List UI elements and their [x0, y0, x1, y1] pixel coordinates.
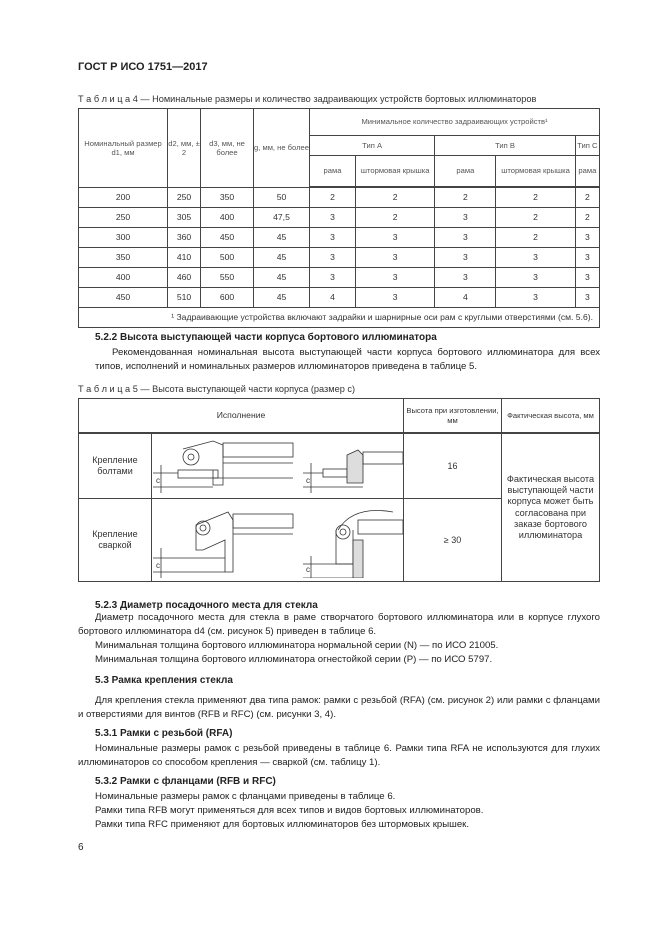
body-sections — [78, 600, 600, 832]
dim-c-label: c — [155, 475, 160, 485]
table-cell: 200 — [79, 187, 168, 208]
table-row — [79, 268, 600, 288]
page-number: 6 — [78, 842, 84, 853]
frame-header: рама — [575, 156, 599, 188]
table4 — [78, 108, 600, 328]
table-cell: 3 — [435, 208, 496, 228]
col-min-count: Минимальное количество задраивающих устройств¹ — [310, 109, 600, 136]
table-cell: 460 — [168, 268, 201, 288]
table-cell: 3 — [310, 208, 356, 228]
paragraph: Минимальная толщина бортового иллюминатора огнестойкой серии (Р) — по ИСО 5797. — [95, 654, 493, 665]
type-b: Тип В — [435, 136, 575, 156]
table-cell: 305 — [168, 208, 201, 228]
paragraph: Номинальные размеры рамок с резьбой приведены в таблице 6. Рамки типа RFA не используются для глухих иллюминаторов со способом крепления — сваркой (см. таблицу 1). — [78, 743, 600, 768]
table-cell: 2 — [356, 187, 435, 208]
row-bolted-height: 16 — [404, 433, 502, 499]
table-cell: 400 — [201, 208, 254, 228]
table-cell: 45 — [254, 268, 310, 288]
document-header: ГОСТ Р ИСО 1751—2017 — [78, 61, 208, 73]
table-cell: 250 — [79, 208, 168, 228]
table-cell: 3 — [310, 228, 356, 248]
table-cell: 3 — [310, 268, 356, 288]
welded-fastening-drawing — [153, 500, 403, 578]
table-cell: 410 — [168, 248, 201, 268]
table-cell: 350 — [79, 248, 168, 268]
type-a: Тип А — [310, 136, 435, 156]
dim-c-label: c — [305, 564, 310, 574]
col-actual: Фактическая высота, мм — [502, 399, 600, 434]
frame-header: рама — [310, 156, 356, 188]
col-d2: d2, мм, ± 2 — [168, 109, 201, 188]
paragraph: Номинальные размеры рамок с фланцами приведены в таблице 6. — [95, 791, 396, 802]
storm-header: штормовая крышка — [496, 156, 575, 188]
type-c: Тип С — [575, 136, 599, 156]
table-cell: 3 — [435, 248, 496, 268]
section-title: 5.3.1 Рамки с резьбой (RFA) — [95, 728, 233, 739]
table-cell: 3 — [356, 248, 435, 268]
row-welded-height: ≥ 30 — [404, 499, 502, 582]
table-cell: 250 — [168, 187, 201, 208]
col-d3: d3, мм, не более — [201, 109, 254, 188]
col-height: Высота при изготовлении, мм — [404, 399, 502, 434]
table5-caption: Т а б л и ц а 5 — Высота выступающей части корпуса (размер c) — [78, 384, 356, 394]
actual-height-note: Фактическая высота выступающей части корпуса может быть согласована при заказе бортового иллюминатора — [502, 433, 600, 582]
col-nominal: Номинальный размер d1, мм — [79, 109, 168, 188]
table-cell: 3 — [310, 248, 356, 268]
table-cell: 3 — [356, 228, 435, 248]
table-cell: 3 — [435, 228, 496, 248]
table-cell: 2 — [575, 208, 599, 228]
table-cell: 3 — [496, 268, 575, 288]
table-cell: 300 — [79, 228, 168, 248]
table-cell: 3 — [575, 248, 599, 268]
table-cell: 3 — [496, 248, 575, 268]
bolted-drawings — [152, 433, 404, 499]
section-title: 5.2.2 Высота выступающей части корпуса бортового иллюминатора — [95, 332, 437, 343]
table-cell: 2 — [575, 187, 599, 208]
table-cell: 350 — [201, 187, 254, 208]
table-cell: 2 — [435, 187, 496, 208]
section-title: 5.2.3 Диаметр посадочного места для стекла — [95, 600, 318, 611]
storm-header: штормовая крышка — [356, 156, 435, 188]
table-cell: 3 — [575, 288, 599, 308]
table-cell: 450 — [201, 228, 254, 248]
section-5-2-2 — [95, 332, 600, 374]
paragraph: Рекомендованная номинальная высота выступающей части корпуса бортового иллюминатора для всех типов, исполнений и номинальных размеров иллюминаторов приведена в таблице 5. — [95, 347, 600, 372]
table-cell: 2 — [496, 228, 575, 248]
table-cell: 600 — [201, 288, 254, 308]
table-cell: 3 — [356, 288, 435, 308]
section-title: 5.3.2 Рамки с фланцами (RFB и RFC) — [95, 776, 276, 787]
table-row — [79, 228, 600, 248]
table-cell: 500 — [201, 248, 254, 268]
section-title: 5.3 Рамка крепления стекла — [95, 675, 233, 686]
table-cell: 4 — [310, 288, 356, 308]
table-cell: 45 — [254, 288, 310, 308]
frame-header: рама — [435, 156, 496, 188]
welded-drawings — [152, 499, 404, 582]
table-cell: 2 — [496, 208, 575, 228]
row-bolted-label: Крепление болтами — [79, 433, 152, 499]
table-cell: 510 — [168, 288, 201, 308]
table-row — [79, 288, 600, 308]
table-cell: 450 — [79, 288, 168, 308]
table-cell: 2 — [310, 187, 356, 208]
table-cell: 3 — [575, 228, 599, 248]
table-cell: 3 — [356, 268, 435, 288]
paragraph: Минимальная толщина бортового иллюминатора нормальной серии (N) — по ИСО 21005. — [95, 640, 499, 651]
table-cell: 3 — [435, 268, 496, 288]
table-cell: 3 — [496, 288, 575, 308]
table-row — [79, 208, 600, 228]
table-cell: 45 — [254, 228, 310, 248]
paragraph: Диаметр посадочного места для стекла в раме створчатого бортового иллюминатора или в корпусе глухого бортового иллюминатора d4 (см. рисунок 5) приведен в таблице 6. — [78, 612, 600, 637]
paragraph: Рамки типа RFB могут применяться для всех типов и видов бортовых иллюминаторов. — [95, 805, 484, 816]
table-row — [79, 187, 600, 208]
table-cell: 47,5 — [254, 208, 310, 228]
table-cell: 2 — [356, 208, 435, 228]
paragraph: Для крепления стекла применяют два типа рамок: рамки с резьбой (RFA) (см. рисунок 2) или рамки с фланцами и отверстиями для винтов (RFB и RFC) (см. рисунки 3, 4). — [78, 695, 600, 720]
col-execution: Исполнение — [79, 399, 404, 434]
table-cell: 45 — [254, 248, 310, 268]
table5 — [78, 398, 600, 582]
row-welded-label: Крепление сваркой — [79, 499, 152, 582]
dim-c-label: c — [155, 560, 160, 570]
table-cell: 360 — [168, 228, 201, 248]
table-cell: 3 — [575, 268, 599, 288]
table-cell: 550 — [201, 268, 254, 288]
table-cell: 2 — [496, 187, 575, 208]
col-g: g, мм, не более — [254, 109, 310, 188]
table-row — [79, 248, 600, 268]
paragraph: Рамки типа RFC применяют для бортовых иллюминаторов без штормовых крышек. — [95, 819, 470, 830]
table4-caption: Т а б л и ц а 4 — Номинальные размеры и количество задраивающих устройств бортовых иллюминаторов — [78, 94, 537, 104]
table-cell: 4 — [435, 288, 496, 308]
table-cell: 400 — [79, 268, 168, 288]
bolted-fastening-drawing — [153, 435, 403, 495]
dim-c-label: c — [305, 475, 310, 485]
table4-footnote: ¹ Задраивающие устройства включают задрайки и шарнирные оси рам с круглыми отверстиями (см. 5.6). — [79, 308, 600, 328]
table-cell: 50 — [254, 187, 310, 208]
